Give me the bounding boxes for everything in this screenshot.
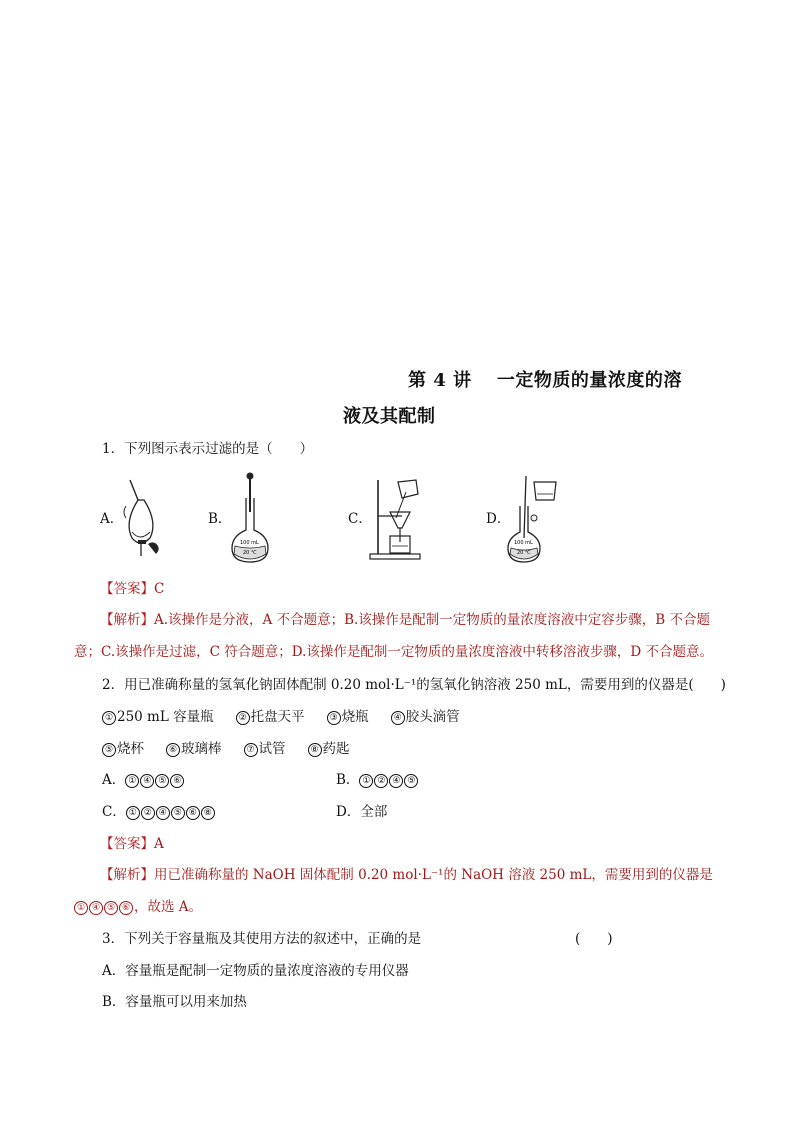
q1-option-c-label: C． xyxy=(348,511,372,527)
q3-stem: 3．下列关于容量瓶及其使用方法的叙述中，正确的是 xyxy=(102,931,422,947)
q2-option-c: C． ① ② ④ ⑤ ⑥ ⑧ xyxy=(102,803,216,821)
q2-stem: 2．用已准确称量的氢氧化钠固体配制 0.20 mol·L⁻¹的氢氧化钠溶液 250 mL，需要用到的仪器是( ) xyxy=(102,677,726,693)
volumetric-flask-dropper-figure xyxy=(228,468,274,564)
answer-tag: 【答案】 xyxy=(100,581,154,597)
q1-stem: 1．下列图示表示过滤的是（ ） xyxy=(102,441,314,457)
q3-option-a: A．容量瓶是配制一定物质的量浓度溶液的专用仪器 xyxy=(102,963,409,979)
transfer-solution-figure xyxy=(504,472,562,564)
q2-option-a: A． ① ④ ⑤ ⑥ xyxy=(102,771,185,789)
answer-tag: 【答案】 xyxy=(100,836,154,852)
q1-analysis-line1: 【解析】A.该操作是分液，A 不合题意；B.该操作是配制一定物质的量浓度溶液中定容步骤，B 不合题 xyxy=(100,612,711,628)
flask-b-volume: 100 mL xyxy=(240,540,259,546)
analysis-tag: 【解析】 xyxy=(100,612,154,628)
page-title-line1: 第 4 讲 一定物质的量浓度的溶 xyxy=(408,370,682,391)
flask-d-volume: 100 mL xyxy=(514,540,533,546)
q1-option-b-label: B． xyxy=(208,511,232,527)
flask-d-temp: 20 ℃ xyxy=(517,550,531,556)
q2-items-line1: ① 250 mL 容量瓶 ② 托盘天平 ③ 烧瓶 ④ 胶头滴管 xyxy=(102,708,460,726)
q2-analysis-line2: ① ④ ⑤ ⑥ ，故选 A。 xyxy=(74,898,202,916)
filtration-setup-figure xyxy=(366,472,424,562)
q1-option-d-label: D． xyxy=(486,511,511,527)
q1-analysis-line2: 意；C.该操作是过滤，C 符合题意；D.该操作是配制一定物质的量浓度溶液中转移溶液步骤，D 不合题意。 xyxy=(74,644,714,660)
q3-option-b: B．容量瓶可以用来加热 xyxy=(102,994,247,1010)
flask-b-temp: 20 ℃ xyxy=(243,550,257,556)
analysis-tag: 【解析】 xyxy=(100,867,154,883)
q2-answer xyxy=(100,835,164,853)
page-title-line2: 液及其配制 xyxy=(343,406,436,427)
separatory-funnel-figure xyxy=(118,476,168,560)
answer-value: A xyxy=(154,836,164,852)
q1-answer xyxy=(100,580,164,598)
q2-option-b: B． ① ② ④ ⑤ xyxy=(336,771,419,789)
q2-option-d: D．全部 xyxy=(336,804,388,820)
q2-analysis-line1: 【解析】用已准确称量的 NaOH 固体配制 0.20 mol·L⁻¹的 NaOH 溶液 250 mL，需要用到的仪器是 xyxy=(100,867,713,883)
q1-option-a-label: A． xyxy=(100,511,124,527)
q2-items-line2: ⑤ 烧杯 ⑥ 玻璃棒 ⑦ 试管 ⑧ 药匙 xyxy=(102,740,350,758)
q3-answer-paren: ( ) xyxy=(575,931,613,947)
answer-value: C xyxy=(154,581,165,597)
